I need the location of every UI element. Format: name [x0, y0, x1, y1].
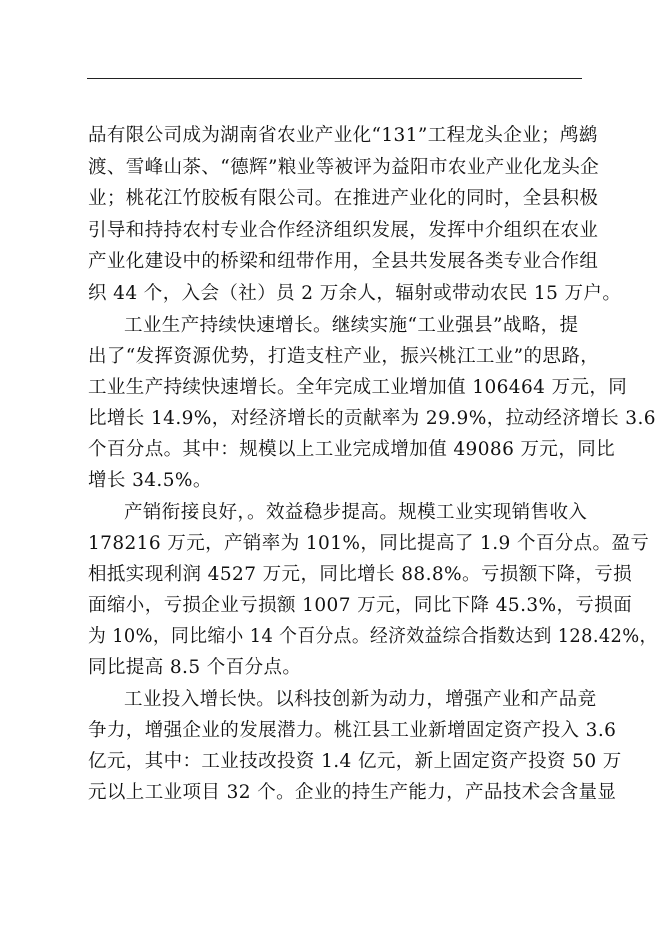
paragraph-line: 亿元，其中：工业技改投资 1.4 亿元，新上固定资产投资 50 万 [88, 751, 622, 772]
paragraph-line: 同比提高 8.5 个百分点。 [88, 657, 302, 678]
paragraph-line: 业；桃花江竹胶板有限公司。在推进产业化的同时，全县积极 [88, 188, 599, 209]
paragraph-line: 出了“发挥资源优势，打造支柱产业，振兴桃江工业”的思路， [88, 346, 600, 367]
paragraph-line: 增长 34.5%。 [88, 470, 212, 491]
paragraph-line: 178216 万元，产销率为 101%，同比提高了 1.9 个百分点。盈亏 [88, 533, 650, 554]
paragraph-line: 为 10%，同比缩小 14 个百分点。经济效益综合指数达到 128.42%， [88, 626, 658, 647]
paragraph-line: 相抵实现利润 4527 万元，同比增长 88.8%。亏损额下降，亏损 [88, 564, 633, 585]
paragraph-line: 工业投入增长快。以科技创新为动力，增强产业和产品竞 [124, 689, 597, 710]
paragraph-line: 渡、雪峰山茶、“德辉”粮业等被评为益阳市农业产业化龙头企 [88, 157, 600, 178]
paragraph-line: 织 44 个，入会（社）员 2 万余人，辐射或带动农民 15 万户。 [88, 283, 622, 304]
paragraph-line: 品有限公司成为湖南省农业产业化“131”工程龙头企业；鸬鹚 [88, 125, 598, 146]
paragraph-line: 产业化建设中的桥梁和纽带作用，全县共发展各类专业合作组 [88, 251, 599, 272]
paragraph-line: 面缩小，亏损企业亏损额 1007 万元，同比下降 45.3%，亏损面 [88, 595, 633, 616]
paragraph-line: 元以上工业项目 32 个。企业的持生产能力，产品技术会含量显 [88, 782, 617, 803]
paragraph-line: 工业生产持续快速增长。继续实施“工业强县”战略，提 [124, 315, 579, 336]
paragraph-line: 个百分点。其中：规模以上工业完成增加值 49086 万元，同比 [88, 439, 616, 460]
paragraph-line: 工业生产持续快速增长。全年完成工业增加值 106464 万元，同 [88, 377, 628, 398]
paragraph-line: 引导和持持农村专业合作经济组织发展，发挥中介组织在农业 [88, 220, 599, 241]
paragraph-line: 争力，增强企业的发展潜力。桃江县工业新增固定资产投入 3.6 [88, 720, 617, 741]
paragraph-line: 产销衔接良好，。效益稳步提高。规模工业实现销售收入 [124, 502, 588, 523]
paragraph-line: 比增长 14.9%，对经济增长的贡献率为 29.9%，拉动经济增长 3.6 [88, 408, 656, 429]
